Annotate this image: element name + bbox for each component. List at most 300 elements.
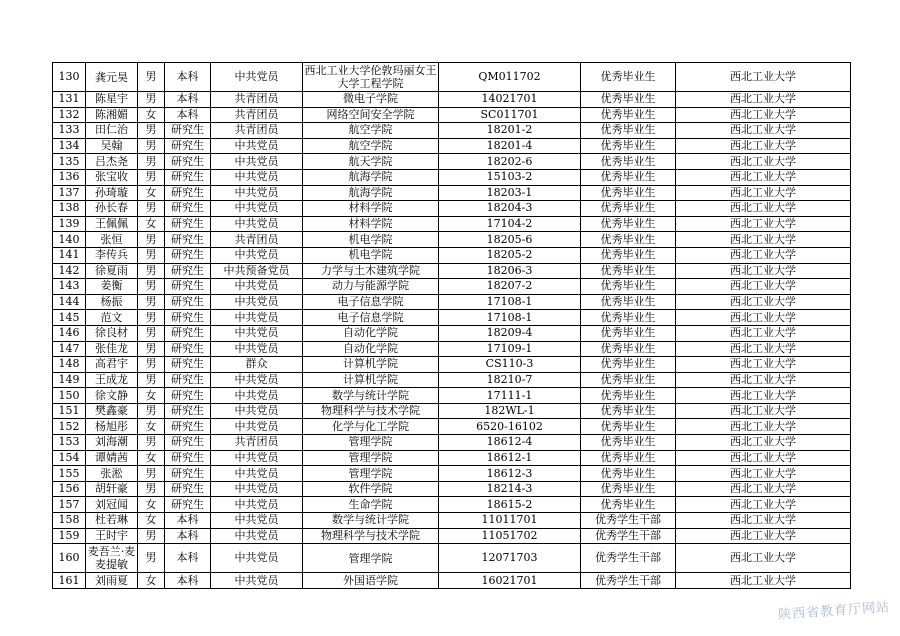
- cell-college: 管理学院: [303, 544, 439, 573]
- cell-school: 西北工业大学: [676, 247, 851, 263]
- cell-school: 西北工业大学: [676, 357, 851, 373]
- cell-gender: 男: [138, 92, 165, 108]
- cell-gender: 男: [138, 310, 165, 326]
- cell-class: 18205-6: [439, 232, 581, 248]
- cell-politics: 中共党员: [211, 310, 303, 326]
- table-row: [53, 123, 851, 139]
- cell-award: 优秀毕业生: [581, 388, 676, 404]
- cell-edu: 研究生: [165, 123, 211, 139]
- cell-gender: 男: [138, 466, 165, 482]
- cell-politics: 中共党员: [211, 201, 303, 217]
- cell-edu: 研究生: [165, 232, 211, 248]
- cell-school: 西北工业大学: [676, 544, 851, 573]
- cell-gender: 男: [138, 63, 165, 92]
- cell-school: 西北工业大学: [676, 201, 851, 217]
- cell-award: 优秀毕业生: [581, 403, 676, 419]
- cell-gender: 女: [138, 185, 165, 201]
- cell-school: 西北工业大学: [676, 435, 851, 451]
- cell-edu: 研究生: [165, 294, 211, 310]
- cell-name: 吕杰尧: [86, 154, 138, 170]
- table-row: [53, 497, 851, 513]
- cell-college: 物理科学与技术学院: [303, 403, 439, 419]
- cell-gender: 男: [138, 528, 165, 544]
- cell-class: 18201-2: [439, 123, 581, 139]
- cell-award: 优秀毕业生: [581, 138, 676, 154]
- cell-class: QM011702: [439, 63, 581, 92]
- cell-college: 材料学院: [303, 201, 439, 217]
- cell-school: 西北工业大学: [676, 138, 851, 154]
- table-row: [53, 435, 851, 451]
- cell-school: 西北工业大学: [676, 216, 851, 232]
- cell-award: 优秀学生干部: [581, 513, 676, 529]
- table-row: [53, 185, 851, 201]
- cell-class: 18205-2: [439, 247, 581, 263]
- cell-name: 麦吾兰·麦麦提敏: [86, 544, 138, 573]
- cell-school: 西北工业大学: [676, 123, 851, 139]
- cell-class: CS110-3: [439, 357, 581, 373]
- table-row: [53, 528, 851, 544]
- table-row: [53, 263, 851, 279]
- cell-school: 西北工业大学: [676, 263, 851, 279]
- cell-edu: 研究生: [165, 450, 211, 466]
- cell-school: 西北工业大学: [676, 294, 851, 310]
- cell-name: 龚元昊: [86, 63, 138, 92]
- cell-class: 17108-1: [439, 310, 581, 326]
- table-row: [53, 138, 851, 154]
- cell-edu: 本科: [165, 544, 211, 573]
- cell-no: 134: [53, 138, 86, 154]
- cell-gender: 女: [138, 513, 165, 529]
- cell-politics: 中共党员: [211, 450, 303, 466]
- cell-school: 西北工业大学: [676, 232, 851, 248]
- cell-school: 西北工业大学: [676, 513, 851, 529]
- cell-name: 孙长春: [86, 201, 138, 217]
- cell-school: 西北工业大学: [676, 573, 851, 589]
- cell-politics: 中共党员: [211, 279, 303, 295]
- cell-gender: 男: [138, 247, 165, 263]
- table-row: [53, 279, 851, 295]
- table-row: [53, 201, 851, 217]
- cell-edu: 本科: [165, 528, 211, 544]
- cell-award: 优秀毕业生: [581, 63, 676, 92]
- cell-no: 148: [53, 357, 86, 373]
- table-row: [53, 388, 851, 404]
- cell-politics: 中共党员: [211, 341, 303, 357]
- table-row: [53, 372, 851, 388]
- cell-politics: 中共党员: [211, 419, 303, 435]
- cell-college: 自动化学院: [303, 325, 439, 341]
- cell-name: 吴翰: [86, 138, 138, 154]
- cell-edu: 研究生: [165, 169, 211, 185]
- cell-class: 182WL-1: [439, 403, 581, 419]
- cell-no: 153: [53, 435, 86, 451]
- cell-edu: 研究生: [165, 138, 211, 154]
- cell-school: 西北工业大学: [676, 403, 851, 419]
- cell-name: 王成龙: [86, 372, 138, 388]
- cell-edu: 研究生: [165, 185, 211, 201]
- cell-award: 优秀毕业生: [581, 294, 676, 310]
- cell-gender: 男: [138, 294, 165, 310]
- cell-gender: 男: [138, 263, 165, 279]
- cell-award: 优秀毕业生: [581, 450, 676, 466]
- cell-no: 133: [53, 123, 86, 139]
- cell-college: 动力与能源学院: [303, 279, 439, 295]
- cell-no: 141: [53, 247, 86, 263]
- cell-edu: 研究生: [165, 388, 211, 404]
- cell-award: 优秀毕业生: [581, 123, 676, 139]
- cell-award: 优秀毕业生: [581, 419, 676, 435]
- cell-class: 18612-3: [439, 466, 581, 482]
- cell-name: 刘冠闻: [86, 497, 138, 513]
- cell-politics: 中共党员: [211, 63, 303, 92]
- cell-name: 张宝收: [86, 169, 138, 185]
- cell-award: 优秀毕业生: [581, 107, 676, 123]
- cell-award: 优秀毕业生: [581, 357, 676, 373]
- cell-college: 航空学院: [303, 123, 439, 139]
- cell-award: 优秀毕业生: [581, 279, 676, 295]
- cell-college: 网络空间安全学院: [303, 107, 439, 123]
- cell-college: 生命学院: [303, 497, 439, 513]
- cell-no: 152: [53, 419, 86, 435]
- cell-school: 西北工业大学: [676, 466, 851, 482]
- cell-award: 优秀毕业生: [581, 481, 676, 497]
- cell-edu: 研究生: [165, 419, 211, 435]
- cell-college: 计算机学院: [303, 357, 439, 373]
- cell-award: 优秀毕业生: [581, 325, 676, 341]
- cell-edu: 本科: [165, 63, 211, 92]
- cell-name: 刘海潮: [86, 435, 138, 451]
- cell-edu: 研究生: [165, 435, 211, 451]
- cell-name: 杜若琳: [86, 513, 138, 529]
- cell-politics: 中共党员: [211, 403, 303, 419]
- cell-no: 137: [53, 185, 86, 201]
- cell-no: 147: [53, 341, 86, 357]
- cell-name: 李传兵: [86, 247, 138, 263]
- cell-gender: 男: [138, 435, 165, 451]
- cell-name: 王佩佩: [86, 216, 138, 232]
- cell-award: 优秀毕业生: [581, 466, 676, 482]
- cell-edu: 本科: [165, 92, 211, 108]
- table-row: [53, 403, 851, 419]
- honor-list-table: [52, 62, 851, 589]
- table-row: [53, 107, 851, 123]
- cell-class: 15103-2: [439, 169, 581, 185]
- cell-politics: 中共党员: [211, 154, 303, 170]
- cell-edu: 研究生: [165, 481, 211, 497]
- cell-award: 优秀毕业生: [581, 247, 676, 263]
- cell-school: 西北工业大学: [676, 279, 851, 295]
- cell-politics: 中共党员: [211, 573, 303, 589]
- cell-no: 135: [53, 154, 86, 170]
- cell-award: 优秀毕业生: [581, 92, 676, 108]
- cell-no: 130: [53, 63, 86, 92]
- cell-college: 力学与土木建筑学院: [303, 263, 439, 279]
- cell-no: 132: [53, 107, 86, 123]
- table-row: [53, 216, 851, 232]
- cell-class: 16021701: [439, 573, 581, 589]
- cell-class: 18612-1: [439, 450, 581, 466]
- cell-name: 孙琦璇: [86, 185, 138, 201]
- cell-no: 157: [53, 497, 86, 513]
- cell-edu: 研究生: [165, 263, 211, 279]
- cell-no: 131: [53, 92, 86, 108]
- cell-school: 西北工业大学: [676, 450, 851, 466]
- cell-politics: 共青团员: [211, 92, 303, 108]
- cell-class: 11051702: [439, 528, 581, 544]
- cell-politics: 中共党员: [211, 528, 303, 544]
- cell-edu: 研究生: [165, 310, 211, 326]
- cell-gender: 男: [138, 232, 165, 248]
- cell-politics: 共青团员: [211, 107, 303, 123]
- cell-school: 西北工业大学: [676, 528, 851, 544]
- cell-politics: 中共党员: [211, 466, 303, 482]
- cell-name: 张恒: [86, 232, 138, 248]
- cell-college: 管理学院: [303, 466, 439, 482]
- cell-award: 优秀毕业生: [581, 216, 676, 232]
- cell-name: 杨旭彤: [86, 419, 138, 435]
- cell-class: 18612-4: [439, 435, 581, 451]
- table-row: [53, 341, 851, 357]
- cell-class: 18203-1: [439, 185, 581, 201]
- cell-college: 机电学院: [303, 232, 439, 248]
- cell-no: 156: [53, 481, 86, 497]
- cell-gender: 男: [138, 123, 165, 139]
- cell-no: 142: [53, 263, 86, 279]
- cell-edu: 研究生: [165, 247, 211, 263]
- cell-class: 18615-2: [439, 497, 581, 513]
- cell-no: 150: [53, 388, 86, 404]
- cell-edu: 研究生: [165, 279, 211, 295]
- cell-name: 樊鑫豪: [86, 403, 138, 419]
- cell-no: 136: [53, 169, 86, 185]
- cell-gender: 男: [138, 372, 165, 388]
- cell-name: 陈星宇: [86, 92, 138, 108]
- cell-no: 140: [53, 232, 86, 248]
- cell-class: 18209-4: [439, 325, 581, 341]
- cell-award: 优秀毕业生: [581, 154, 676, 170]
- cell-edu: 本科: [165, 107, 211, 123]
- cell-class: 18207-2: [439, 279, 581, 295]
- cell-name: 刘雨夏: [86, 573, 138, 589]
- cell-no: 143: [53, 279, 86, 295]
- cell-no: 139: [53, 216, 86, 232]
- cell-politics: 中共党员: [211, 247, 303, 263]
- cell-no: 138: [53, 201, 86, 217]
- cell-name: 高君宇: [86, 357, 138, 373]
- cell-award: 优秀毕业生: [581, 435, 676, 451]
- cell-name: 范文: [86, 310, 138, 326]
- cell-class: 14021701: [439, 92, 581, 108]
- cell-edu: 研究生: [165, 466, 211, 482]
- table-row: [53, 481, 851, 497]
- table-row: [53, 154, 851, 170]
- cell-no: 158: [53, 513, 86, 529]
- table-row: [53, 357, 851, 373]
- cell-name: 田仁治: [86, 123, 138, 139]
- cell-edu: 研究生: [165, 325, 211, 341]
- cell-politics: 中共党员: [211, 185, 303, 201]
- cell-gender: 男: [138, 154, 165, 170]
- cell-gender: 女: [138, 573, 165, 589]
- cell-college: 数学与统计学院: [303, 513, 439, 529]
- cell-gender: 女: [138, 450, 165, 466]
- cell-gender: 男: [138, 357, 165, 373]
- cell-school: 西北工业大学: [676, 372, 851, 388]
- cell-politics: 中共党员: [211, 544, 303, 573]
- cell-college: 软件学院: [303, 481, 439, 497]
- cell-class: 17109-1: [439, 341, 581, 357]
- cell-award: 优秀毕业生: [581, 310, 676, 326]
- cell-gender: 女: [138, 388, 165, 404]
- cell-class: 18201-4: [439, 138, 581, 154]
- table-row: [53, 232, 851, 248]
- cell-gender: 男: [138, 201, 165, 217]
- cell-school: 西北工业大学: [676, 185, 851, 201]
- table-row: [53, 544, 851, 573]
- cell-gender: 男: [138, 481, 165, 497]
- cell-name: 姜衡: [86, 279, 138, 295]
- cell-gender: 男: [138, 403, 165, 419]
- cell-name: 徐夏雨: [86, 263, 138, 279]
- table-body: [53, 63, 851, 589]
- cell-class: 18204-3: [439, 201, 581, 217]
- cell-edu: 研究生: [165, 357, 211, 373]
- cell-college: 数学与统计学院: [303, 388, 439, 404]
- cell-edu: 研究生: [165, 216, 211, 232]
- cell-class: 18210-7: [439, 372, 581, 388]
- cell-school: 西北工业大学: [676, 63, 851, 92]
- cell-school: 西北工业大学: [676, 154, 851, 170]
- cell-class: 17111-1: [439, 388, 581, 404]
- cell-college: 微电子学院: [303, 92, 439, 108]
- cell-no: 144: [53, 294, 86, 310]
- cell-class: 12071703: [439, 544, 581, 573]
- cell-class: 18214-3: [439, 481, 581, 497]
- cell-edu: 研究生: [165, 497, 211, 513]
- cell-politics: 共青团员: [211, 435, 303, 451]
- cell-edu: 本科: [165, 573, 211, 589]
- cell-college: 航海学院: [303, 169, 439, 185]
- cell-college: 航海学院: [303, 185, 439, 201]
- cell-gender: 女: [138, 107, 165, 123]
- cell-class: 18202-6: [439, 154, 581, 170]
- cell-college: 电子信息学院: [303, 310, 439, 326]
- table-row: [53, 450, 851, 466]
- table-row: [53, 573, 851, 589]
- cell-name: 王时宇: [86, 528, 138, 544]
- cell-award: 优秀毕业生: [581, 372, 676, 388]
- cell-name: 徐良材: [86, 325, 138, 341]
- cell-school: 西北工业大学: [676, 169, 851, 185]
- cell-school: 西北工业大学: [676, 481, 851, 497]
- cell-college: 管理学院: [303, 450, 439, 466]
- cell-award: 优秀学生干部: [581, 544, 676, 573]
- cell-name: 胡轩豪: [86, 481, 138, 497]
- cell-college: 机电学院: [303, 247, 439, 263]
- watermark: 陕西省教育厅网站: [777, 600, 891, 623]
- cell-politics: 中共党员: [211, 169, 303, 185]
- cell-college: 材料学院: [303, 216, 439, 232]
- cell-politics: 中共党员: [211, 138, 303, 154]
- cell-college: 外国语学院: [303, 573, 439, 589]
- cell-no: 155: [53, 466, 86, 482]
- cell-college: 管理学院: [303, 435, 439, 451]
- cell-school: 西北工业大学: [676, 325, 851, 341]
- table-row: [53, 310, 851, 326]
- table-row: [53, 247, 851, 263]
- cell-politics: 中共党员: [211, 481, 303, 497]
- cell-politics: 中共党员: [211, 513, 303, 529]
- cell-college: 电子信息学院: [303, 294, 439, 310]
- table-row: [53, 169, 851, 185]
- cell-college: 物理科学与技术学院: [303, 528, 439, 544]
- cell-class: 18206-3: [439, 263, 581, 279]
- cell-class: 17104-2: [439, 216, 581, 232]
- cell-no: 161: [53, 573, 86, 589]
- cell-school: 西北工业大学: [676, 107, 851, 123]
- cell-no: 149: [53, 372, 86, 388]
- cell-edu: 研究生: [165, 154, 211, 170]
- cell-gender: 男: [138, 341, 165, 357]
- cell-name: 杨振: [86, 294, 138, 310]
- cell-name: 张佳龙: [86, 341, 138, 357]
- cell-school: 西北工业大学: [676, 419, 851, 435]
- cell-no: 154: [53, 450, 86, 466]
- cell-college: 化学与化工学院: [303, 419, 439, 435]
- cell-school: 西北工业大学: [676, 92, 851, 108]
- cell-award: 优秀毕业生: [581, 341, 676, 357]
- cell-politics: 共青团员: [211, 232, 303, 248]
- cell-name: 谭婧茜: [86, 450, 138, 466]
- cell-politics: 中共党员: [211, 325, 303, 341]
- cell-college: 航空学院: [303, 138, 439, 154]
- cell-school: 西北工业大学: [676, 341, 851, 357]
- table-row: [53, 92, 851, 108]
- cell-school: 西北工业大学: [676, 388, 851, 404]
- cell-politics: 中共党员: [211, 294, 303, 310]
- cell-edu: 研究生: [165, 403, 211, 419]
- cell-edu: 研究生: [165, 372, 211, 388]
- cell-school: 西北工业大学: [676, 497, 851, 513]
- cell-award: 优秀毕业生: [581, 201, 676, 217]
- cell-name: 徐文静: [86, 388, 138, 404]
- cell-politics: 群众: [211, 357, 303, 373]
- cell-politics: 中共预备党员: [211, 263, 303, 279]
- cell-gender: 女: [138, 497, 165, 513]
- cell-award: 优秀毕业生: [581, 497, 676, 513]
- cell-gender: 女: [138, 216, 165, 232]
- cell-no: 146: [53, 325, 86, 341]
- cell-no: 159: [53, 528, 86, 544]
- cell-class: 6520-16102: [439, 419, 581, 435]
- cell-class: 11011701: [439, 513, 581, 529]
- cell-politics: 共青团员: [211, 123, 303, 139]
- table-row: [53, 466, 851, 482]
- cell-college: 计算机学院: [303, 372, 439, 388]
- cell-name: 陈湘媚: [86, 107, 138, 123]
- cell-no: 151: [53, 403, 86, 419]
- cell-award: 优秀毕业生: [581, 263, 676, 279]
- cell-gender: 男: [138, 279, 165, 295]
- cell-politics: 中共党员: [211, 372, 303, 388]
- cell-class: SC011701: [439, 107, 581, 123]
- cell-edu: 研究生: [165, 201, 211, 217]
- cell-award: 优秀学生干部: [581, 528, 676, 544]
- cell-name: 张淞: [86, 466, 138, 482]
- cell-gender: 男: [138, 325, 165, 341]
- table-row: [53, 419, 851, 435]
- cell-college: 西北工业大学伦敦玛丽女王大学工程学院: [304, 64, 437, 90]
